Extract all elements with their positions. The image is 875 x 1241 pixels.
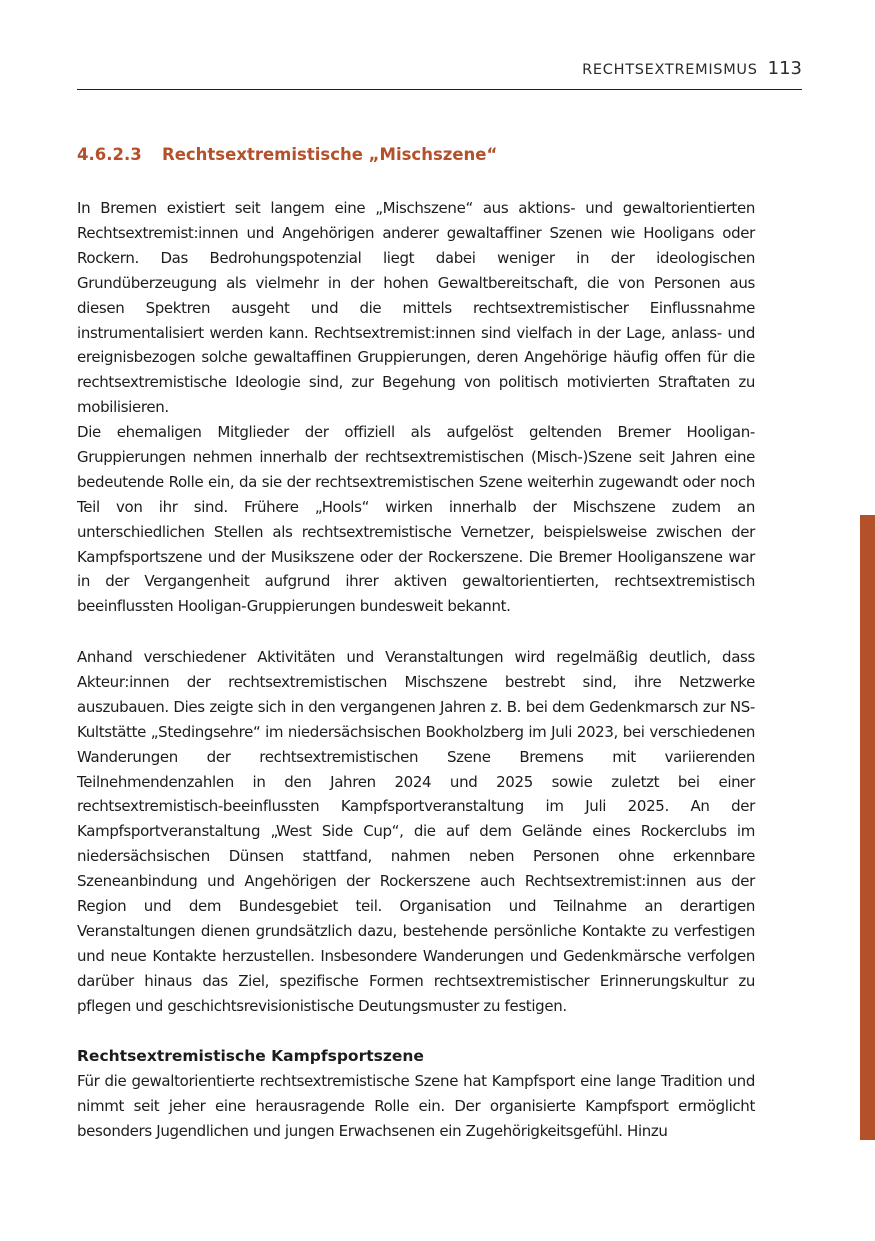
paragraph-networks: Anhand verschiedener Aktivitäten und Veranstaltungen wird regelmäßig deutlich, dass Akteur:innen der rechtsextremistischen Mischszene bestrebt sind, ihre Netzwerke auszubauen. Dies zeigte sich in den vergangenen Jahren z. B. bei dem Gedenkmarsch zur NS-Kultstätte „Stedingsehre“ im niedersächsischen Bookholzberg im Juli 2023, bei verschiedenen Wanderungen der rechtsextremistischen Szene Bremens mit variierenden Teilnehmendenzahlen in den Jahren 2024 und 2025 sowie zuletzt bei einer rechtsextremistisch-beeinflussten Kampfsportveranstaltung im Juli 2025. An der Kampfsportveranstaltung „West Side Cup“, die auf dem Gelände eines Rockerclubs im niedersächsischen Dünsen stattfand, nahmen neben Personen ohne erkennbare Szeneanbindung und Angehörigen der Rockerszene auch Rechtsextremist:innen aus der Region und dem Bundesgebiet teil. Organisation und Teilnahme an derartigen Veranstaltungen dienen grundsätzlich dazu, bestehende persönliche Kontakte zu verfestigen und neue Kontakte herzustellen. Insbesondere Wanderungen und Gedenkmärsche verfolgen darüber hinaus das Ziel, spezifische Formen rechtsextremistischer Erinnerungskultur zu pflegen und geschichtsrevisionistische Deutungsmuster zu festigen. [77, 648, 755, 1015]
subsection-heading: Rechtsextremistische Kampfsportszene [77, 1047, 424, 1065]
running-header-section: RECHTSEXTREMISMUS [582, 62, 758, 78]
section-title: Rechtsextremistische „Mischszene“ [162, 145, 498, 164]
chapter-tab-marker [860, 515, 875, 1140]
running-header [582, 58, 802, 84]
paragraph-kampfsport: Für die gewaltorientierte rechtsextremistische Szene hat Kampfsport eine lange Tradition und nimmt seit jeher eine herausragende Rolle ein. Der organisierte Kampfsport ermöglicht besonders Jugendlichen und jungen Erwachsenen ein Zugehörigkeitsgefühl. Hinzu [77, 1072, 755, 1140]
page-number: 113 [767, 58, 802, 79]
section-heading [77, 145, 497, 164]
section-number: 4.6.2.3 [77, 145, 142, 164]
paragraph-intro: In Bremen existiert seit langem eine „Mischszene“ aus aktions- und gewaltorientierten Rechtsextremist:innen und Angehörigen anderer gewaltaffiner Szenen wie Hooligans oder Rockern. Das Bedrohungspotenzial liegt dabei weniger in der ideologischen Grundüberzeugung als vielmehr in der hohen Gewaltbereitschaft, die von Personen aus diesen Spektren ausgeht und die mittels rechtsextremistischer Einflussnahme instrumentalisiert werden kann. Rechtsextremist:innen sind vielfach in der Lage, anlass- und ereignisbezogen solche gewaltaffinen Gruppierungen, deren Angehörige häufig offen für die rechtsextremistische Ideologie sind, zur Begehung von politisch motivierten Straftaten zu mobilisieren. [77, 199, 755, 417]
header-rule [77, 89, 802, 90]
paragraph-hooligans: Die ehemaligen Mitglieder der offiziell als aufgelöst geltenden Bremer Hooligan-Gruppierungen nehmen innerhalb der rechtsextremistischen (Misch-)Szene seit Jahren eine bedeutende Rolle ein, da sie der rechtsextremistischen Szene weiterhin zugewandt oder noch Teil von ihr sind. Frühere „Hools“ wirken innerhalb der Mischszene zudem an unterschiedlichen Stellen als rechtsextremistische Vernetzer, beispielsweise zwischen der Kampfsportszene und der Musikszene oder der Rockerszene. Die Bremer Hooliganszene war in der Vergangenheit aufgrund ihrer aktiven gewaltorientierten, rechtsextremistisch beeinflussten Hooligan-Gruppierungen bundesweit bekannt. [77, 423, 755, 616]
